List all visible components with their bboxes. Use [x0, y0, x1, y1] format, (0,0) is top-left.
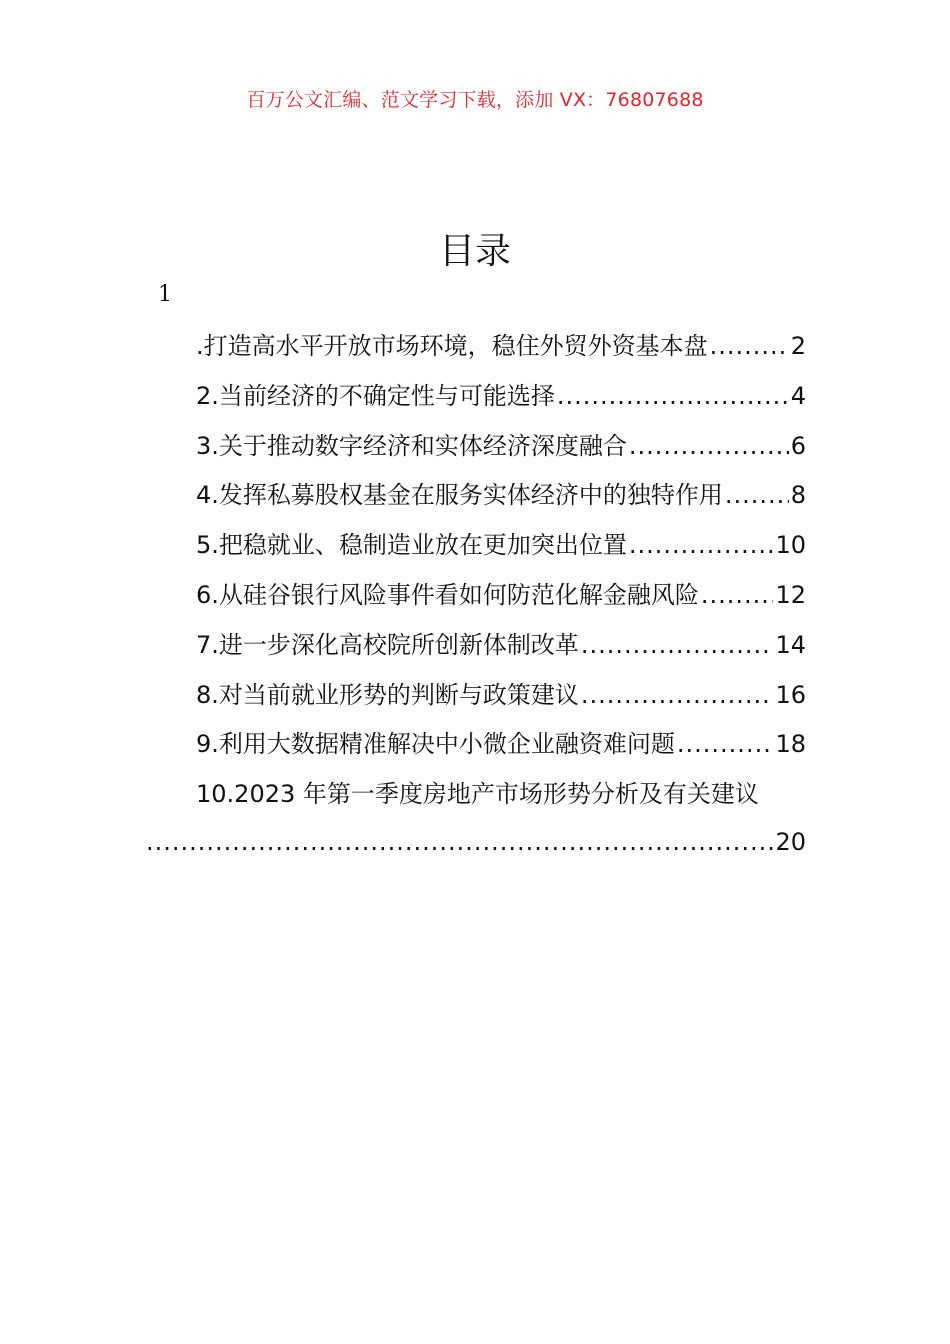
- toc-leader-dots: [581, 625, 774, 665]
- page-title: 目录: [438, 231, 511, 272]
- toc-leader-dots: [710, 326, 789, 366]
- toc-entry-page: 10: [775, 531, 806, 560]
- toc-entry-8[interactable]: [196, 675, 806, 725]
- toc-entry-page: 6: [790, 431, 806, 460]
- toc-entry-title: 3.关于推动数字经济和实体经济深度融合: [196, 431, 627, 460]
- toc-entry-9[interactable]: [196, 724, 806, 774]
- toc-entry-page: 20: [775, 828, 806, 856]
- toc-entry-4[interactable]: [196, 475, 806, 525]
- toc-entry-7[interactable]: [196, 625, 806, 675]
- watermark-header: 百万公文汇编、范文学习下载，添加 VX：76807688: [246, 89, 704, 111]
- toc-entry-2[interactable]: [196, 376, 806, 426]
- toc-entry-10-continued[interactable]: [146, 822, 806, 862]
- toc-entry-title: 5.把稳就业、稳制造业放在更加突出位置: [196, 531, 627, 560]
- toc-entry-page: 12: [775, 580, 806, 609]
- toc-entry-3[interactable]: [196, 426, 806, 476]
- toc-leader-dots: [677, 724, 774, 764]
- toc-leader-dots: [629, 525, 774, 565]
- toc-entry-1[interactable]: [196, 326, 806, 376]
- toc-entry-10[interactable]: [196, 774, 806, 814]
- toc-entry-title: 8.对当前就业形势的判断与政策建议: [196, 680, 579, 709]
- toc-entry-5[interactable]: [196, 525, 806, 575]
- toc-entry-title: .打造高水平开放市场环境，稳住外贸外资基本盘: [196, 332, 708, 360]
- toc-entry-title: 2.当前经济的不确定性与可能选择: [196, 381, 555, 410]
- toc-entry-page: 8: [790, 481, 806, 510]
- toc-leader-dots: [629, 426, 789, 466]
- toc-leader-dots: [581, 675, 774, 715]
- toc-entry-6[interactable]: [196, 575, 806, 625]
- toc-entry-title: 6.从硅谷银行风险事件看如何防范化解金融风险: [196, 580, 699, 609]
- section-number: 1: [158, 282, 172, 307]
- toc-entry-title: 7.进一步深化高校院所创新体制改革: [196, 630, 579, 659]
- toc-entry-title: 4.发挥私募股权基金在服务实体经济中的独特作用: [196, 481, 723, 510]
- toc-entry-title: 10.2023 年第一季度房地产市场形势分析及有关建议: [196, 780, 759, 808]
- toc-entry-page: 4: [790, 381, 806, 410]
- toc-leader-dots: [725, 475, 789, 515]
- toc-entry-page: 2: [790, 332, 806, 360]
- toc-leader-dots: [701, 575, 774, 615]
- toc-entry-page: 16: [775, 680, 806, 709]
- toc-leader-dots: [557, 376, 789, 416]
- toc-entry-page: 14: [775, 630, 806, 659]
- table-of-contents: [196, 326, 806, 774]
- toc-leader-dots: [146, 822, 773, 862]
- toc-entry-page: 18: [775, 730, 806, 759]
- toc-entry-title: 9.利用大数据精准解决中小微企业融资难问题: [196, 730, 675, 759]
